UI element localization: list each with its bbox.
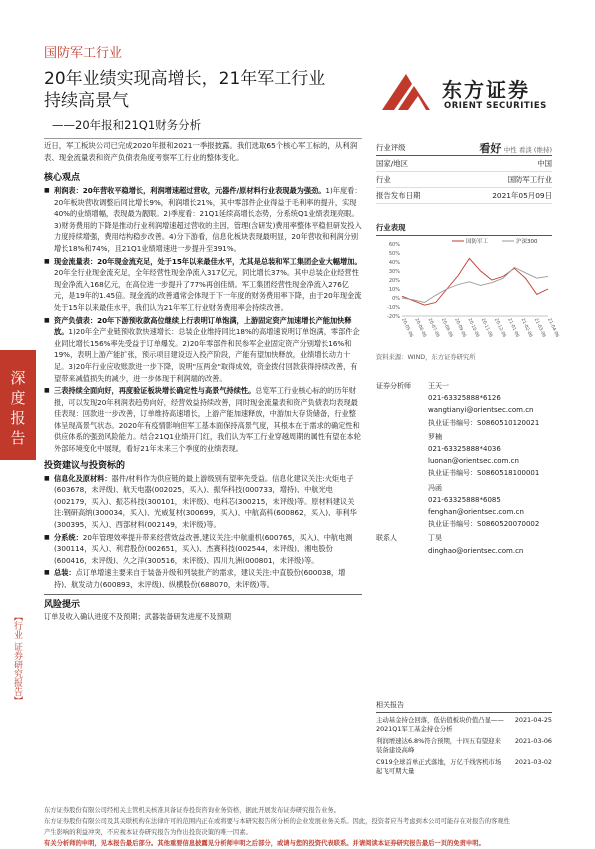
core-title: 核心观点: [44, 173, 81, 183]
core-item-head: 现金流量表：20年现金流充足，处于15年以来最佳水平，尤其是总装和军工集团企业大幅增加。: [54, 256, 362, 266]
x-tick-label: 20-06-06: [413, 317, 427, 339]
intro-text: 近日，军工板块公司已完成2020年报和2021一季报披露。我们选取65个核心军工标的，从利润表、现金流量表和资产负债表角度考察军工行业的整体变化。: [44, 141, 358, 162]
analyst-cert: 执业证书编号：S0860510120021: [428, 418, 540, 427]
analyst-email: fenghan@orientsec.com.cn: [428, 508, 524, 517]
advice-item-head: 总装：: [54, 568, 76, 578]
y-tick-label: 50%: [388, 251, 400, 257]
analyst-phone: 021-63325888*6126: [428, 394, 501, 403]
analyst-email: wangtianyi@orientsec.com.cn: [428, 406, 534, 415]
x-tick-label: 20-05-06: [400, 317, 414, 339]
core-item-body: 1)年度看：20年板块营收调整后同比增长9%，利润增长21%，其中零部件企业得益于毛利率的提升，实现40%的业绩增幅，表现最为靓眼。2)季度看：21Q1延续高增长态势，分系统Q1业绩表现亮眼。3)财务费用的下降是推动行业利润增速超过营收的主因，管理(含研发)费用率整体平稳但研发投入力度持续增强，费用结构稳步改善。4)分下游看，信息化板块表现最明显，20年营收和利润分别增长18%和74%，且21Q1业绩增速进一步提升至391%。: [54, 186, 362, 253]
analyst-cert: 执业证书编号：S0860518100001: [428, 469, 540, 478]
core-list: [44, 185, 362, 455]
y-tick-label: 20%: [388, 278, 400, 284]
analyst-role: 联系人: [376, 534, 397, 543]
legend-label: 沪深300: [516, 239, 538, 245]
related-item: [376, 716, 552, 734]
y-tick-label: 60%: [388, 242, 400, 248]
related-reports: [376, 700, 552, 776]
x-tick-label: 20-09-06: [453, 317, 467, 339]
core-item-head: 利润表：20年营收平稳增长，利润增速超过营收，元器件/原材料行业表现最为强劲。: [54, 186, 326, 195]
x-tick-label: 20-11-06: [479, 317, 493, 339]
x-tick-label: 20-07-06: [426, 317, 440, 339]
related-item-title: 主动基金持仓回落，低估值板块价值凸显——2021Q1军工基金持仓分析: [376, 716, 504, 733]
x-tick-label: 21-04-06: [546, 317, 560, 339]
related-title: 相关报告: [376, 700, 552, 713]
y-tick-label: 30%: [388, 269, 400, 275]
core-item-head: 三表持续全面向好，再度验证板块增长确定性与高景气持续性。: [54, 386, 256, 396]
footer-disclaimer: 东方证券股份有限公司经相关主管机关核准具备证券投资咨询业务资格，据此开展发布证券研究报告业务。 东方证券股份有限公司及其关联机构在法律许可的范围内正在或将要与本研究报告所分析的企业发展业务关系。因此，投资者应当考虑到本公司可能存在对报告的客观性 产生影响的利益冲突，不应视本证券研究报告为作出投资决策的唯一因素。 有关分析师的申明，见本报告最后部分。其他重要信息披露见分析师申明之后部分，或请与您的投资代表联系。并请阅读本证券研究报告最后一页的免责申明。: [44, 807, 510, 847]
orient-logo-icon: [378, 70, 434, 116]
x-tick-label: 20-10-06: [466, 317, 480, 339]
advice-list: [44, 473, 362, 591]
core-item-head: 资产负债表：20年下游预收款高位继续上行表明订单饱满，上游固定资产加速增长产能加快释放。: [54, 315, 352, 337]
analyst-email: luonan@orientsec.com.cn: [428, 457, 519, 466]
core-item: [44, 315, 362, 385]
date-row: 报告发布日期 2021年05月09日: [376, 188, 552, 204]
related-item-date: 2021-03-06: [514, 737, 552, 745]
series-line-1: [402, 267, 548, 302]
advice-item-body: 20年管理效率提升带来经营效益改善,建议关注:中航重机(600765，买入)、中航电测(300114，买入)、利君股份(002651，买入)、杰赛科技(002544，未评级)、湘电股份(600416，未评级)、久之洋(300516，未评级)、四川九洲(000801，未评级)等。: [54, 532, 353, 565]
analyst-phone: 021-63325888*6085: [428, 495, 501, 504]
analyst-details: [428, 431, 539, 480]
chart-title: 行业表现: [376, 222, 552, 236]
advice-item: [44, 473, 362, 531]
related-item-date: 2021-04-25: [514, 716, 552, 724]
advice-item: [44, 532, 362, 567]
industry-performance-chart: [376, 222, 560, 352]
analyst-phone: 021-63325888*4036: [428, 445, 501, 454]
analyst-entry: [376, 532, 552, 556]
risk-text: 订单及收入确认进度不及预期；武器装备研发进度不及预期: [44, 611, 231, 621]
y-tick-label: 40%: [388, 260, 400, 266]
analyst-role: [376, 431, 428, 480]
rating-row: 行业评级 看好 中性 看淡 (维持): [376, 141, 552, 155]
analyst-role: [376, 482, 428, 531]
x-tick-label: 21-01-06: [506, 317, 520, 339]
chart-source: 资料来源：WIND，东方证券研究所: [376, 354, 476, 361]
main-content: [44, 170, 362, 622]
related-item-title: C919全球首单正式落地，万亿千线客机市场起飞可期大量: [376, 758, 502, 775]
analyst-name: 丁昊: [428, 534, 442, 543]
x-tick-label: 21-03-06: [532, 317, 547, 339]
series-line-0: [402, 258, 548, 305]
core-item-body: 总览军工行业核心标的的历年财报，可以发现20年利润表趋势向好，经营效益持续改善，同时现金流量表和资产负债表均表现最佳表现：回款进一步改善，订单维持高速增长，上游产能加速释放，中游加大存货储备，行业整体呈现高景气状态。2020年有疫情影响但军工基本面保持高景气度，其根本在于需求的确定性和供应体系的强劲风险能力。结合21Q1业绩开门红，我们认为军工行业穿越周期的属性有望在本轮外部环境变化中展现，看好21年未来三个季度的业绩表现。: [54, 386, 361, 454]
advice-item-body: 点订单增速主要来自于装备升级和列装批产的需求，建议关注:中直股份(600038，增持)、航发动力(600893，未评级)、纵横股份(688070，未评级)等。: [54, 568, 346, 589]
advice-item-body: 器件/材料作为供应链的最上游级别有望率先受益。信息化建议关注:火炬电子(603678，未评级)、航天电器(002025，买入)、振华科技(000733，增持)、中航光电(002179，买入)、振芯科技(300101，未评级)、电科芯(300215，未评级)等。原材料建议关注:钢研高纳(300034，买入)、光威复材(300699，买入)、中航高科(600862，买入)、菲利华(300395，买入)、西部材料(002149，未评级)等。: [54, 473, 357, 530]
advice-item-head: 分系统：: [54, 532, 83, 542]
analyst-name: 罗楠: [428, 432, 442, 441]
core-item: [44, 385, 362, 455]
core-item: [44, 185, 362, 255]
advice-title: 投资建议与投资标的: [44, 460, 126, 471]
related-item-date: 2021-03-02: [514, 758, 552, 766]
analyst-entry: [376, 482, 552, 531]
country-row: 国家/地区 中国: [376, 156, 552, 172]
analyst-role: 证券分析师: [376, 382, 411, 390]
core-item: [44, 256, 362, 314]
y-tick-label: -20%: [387, 314, 400, 320]
core-item-body: 20年全行业现金流充足，全年经营性现金净流入317亿元，同比增长37%。其中总装企业经营性现金净流入168亿元，在高位进一步提升了77%再创佳绩。军工集团经营性现金净流入276亿元，是19年的1.45倍。现金流的改善通常会体现于下一年度的财务费用率下降，由于20年现金流处于15年以来最佳水平，我们认为21年军工行业财务费用率会持续改善。: [54, 268, 362, 312]
title-divider: [44, 138, 362, 139]
sidebar-report-type: 深度报告: [0, 350, 36, 460]
report-subtitle: ——20年报和21Q1财务分析: [52, 118, 202, 132]
x-tick-label: 21-02-06: [519, 317, 533, 339]
analyst-name: 冯函: [428, 483, 442, 492]
risk-divider: [44, 594, 362, 595]
sidebar-vertical-label: 【行业 证券研究报告】: [12, 612, 22, 705]
y-tick-label: 10%: [388, 287, 400, 293]
analyst-details: [428, 532, 523, 556]
related-item: [376, 737, 552, 755]
y-tick-label: -10%: [387, 305, 400, 311]
rating-info: [376, 140, 552, 204]
y-tick-label: 0%: [392, 296, 400, 302]
core-item-body: 1)20年全产业链预收款快速增长：总装企业维持同比18%的高增速说明订单饱满，零部件企业同比增长156%率先受益于订单爆发。2)20年零部件和民参军企业固定资产分别增长16%和19%，表明上游产能扩张，预示项目建设迈入投产阶段，产能有望加快释放，业绩增长动力十足。3)20年行业应收账款进一步下降，说明"压两金"取得成效，资金拨付回款获得持续改善，有望带来减值损失的减少，进一步体现于利润端的改善。: [54, 327, 360, 383]
analyst-entry: [376, 431, 552, 480]
rating-value: 看好: [479, 141, 502, 155]
analysts-block: [376, 380, 552, 557]
performance-chart-svg: [376, 236, 560, 348]
analyst-name: 王天一: [428, 382, 449, 390]
analyst-email: dinghao@orientsec.com.cn: [428, 546, 524, 555]
legend-label: 国防军工: [466, 239, 489, 245]
x-tick-label: 20-12-06: [493, 317, 507, 339]
analyst-details: [428, 482, 539, 531]
analyst-entry: [376, 380, 552, 429]
risk-title: 风险提示: [44, 599, 81, 610]
analyst-cert: 执业证书编号：S0860520070002: [428, 520, 540, 529]
related-item: [376, 758, 552, 776]
x-tick-label: 20-08-06: [440, 317, 454, 339]
industry-row: 行业 国防军工行业: [376, 172, 552, 188]
report-title: 20年业绩实现高增长，21年军工行业 持续高景气: [44, 69, 326, 111]
report-sector: 国防军工行业: [44, 46, 123, 61]
advice-item: [44, 567, 362, 590]
analyst-details: [428, 380, 539, 429]
related-item-title: 利润增速达6.8%符合预期，十四五有望迎来装备建设高峰: [376, 737, 501, 754]
advice-item-head: 信息化及原材料：: [54, 473, 112, 483]
brand-logo: 东方证券 ORIENT SECURITIES: [378, 70, 564, 116]
